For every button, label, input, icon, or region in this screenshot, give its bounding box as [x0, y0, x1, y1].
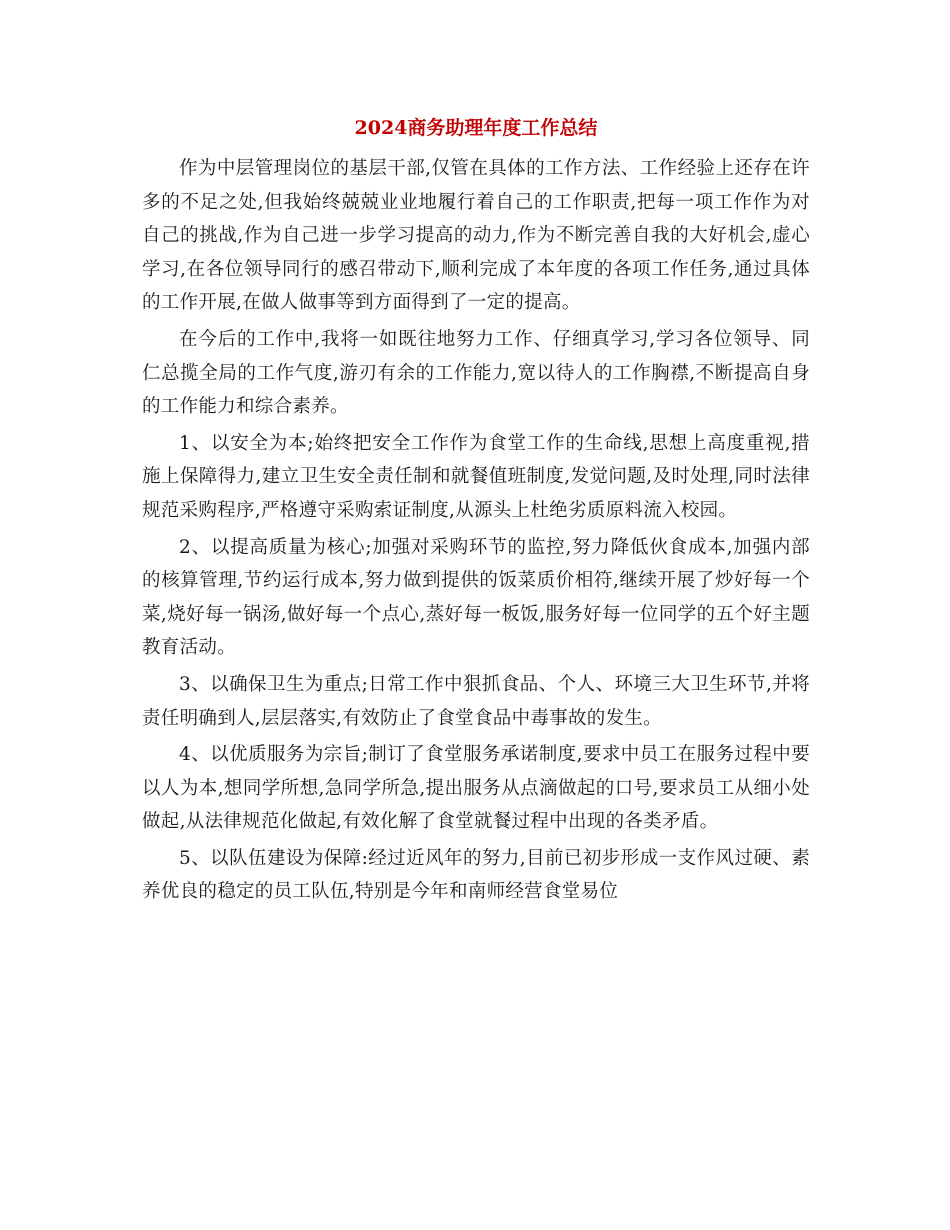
paragraph-item-3-hygiene: 3、以确保卫生为重点;日常工作中狠抓食品、个人、环境三大卫生环节,并将责任明确到人,层层落实,有效防止了食堂食品中毒事故的发生。	[142, 673, 810, 729]
paragraph-item-1-safety: 1、以安全为本;始终把安全工作作为食堂工作的生命线,思想上高度重视,措施上保障得力,建立卫生安全责任制和就餐值班制度,发觉问题,及时处理,同时法律规范采购程序,严格遵守采购索证制度,从源头上杜绝劣质原料流入校园。	[142, 432, 810, 521]
paragraph-item-5-team: 5、以队伍建设为保障:经过近风年的努力,目前已初步形成一支作风过硬、素养优良的稳定的员工队伍,特别是今年和南师经营食堂易位	[142, 847, 810, 903]
paragraph-item-2-quality: 2、以提高质量为核心;加强对采购环节的监控,努力降低伙食成本,加强内部的核算管理,节约运行成本,努力做到提供的饭菜质价相符,继续开展了炒好每一个菜,烧好每一锅汤,做好每一个点心,蒸好每一板饭,服务好每一位同学的五个好主题教育活动。	[142, 536, 810, 659]
paragraph-intro: 作为中层管理岗位的基层干部,仅管在具体的工作方法、工作经验上还存在许多的不足之处,但我始终兢兢业业地履行着自己的工作职责,把每一项工作作为对自己的挑战,作为自己进一步学习提高的动力,作为不断完善自我的大好机会,虚心学习,在各位领导同行的感召带动下,顺利完成了本年度的各项工作任务,通过具体的工作开展,在做人做事等到方面得到了一定的提高。	[142, 158, 810, 314]
paragraph-item-4-service: 4、以优质服务为宗旨;制订了食堂服务承诺制度,要求中员工在服务过程中要以人为本,想同学所想,急同学所急,提出服务从点滴做起的口号,要求员工从细小处做起,从法律规范化做起,有效化解了食堂就餐过程中出现的各类矛盾。	[142, 744, 810, 833]
document-title: 2024商务助理年度工作总结	[354, 117, 598, 139]
paragraph-future-work: 在今后的工作中,我将一如既往地努力工作、仔细真学习,学习各位领导、同仁总揽全局的工作气度,游刃有余的工作能力,宽以待人的工作胸襟,不断提高自身的工作能力和综合素养。	[142, 328, 810, 418]
document-page	[142, 108, 810, 912]
